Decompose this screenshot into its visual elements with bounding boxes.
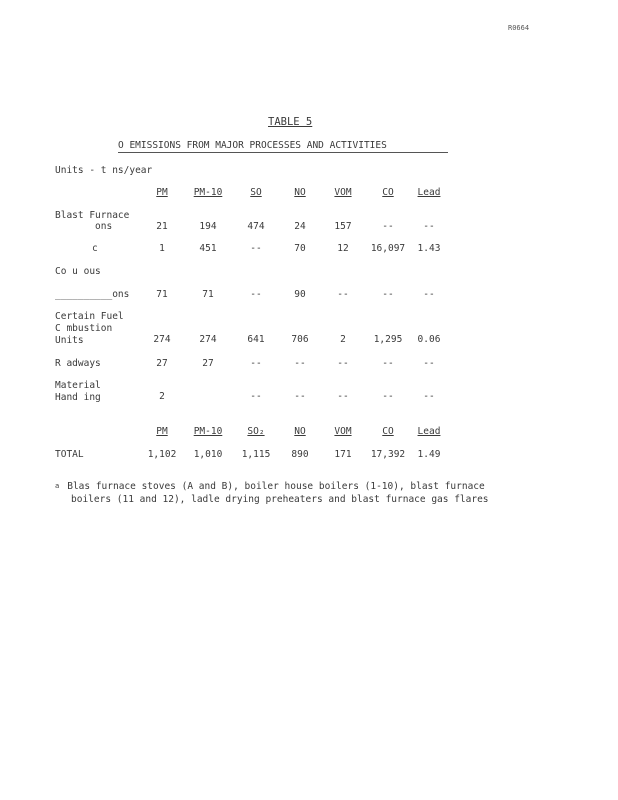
footnote-text: Blas furnace stoves (A and B), boiler house boilers (1-10), blast furnace [67,481,485,492]
units-label: Units - t ns/year [55,165,153,176]
footnote [55,480,489,506]
table-cell: -- [250,358,262,369]
table-cell: -- [423,221,435,232]
table-cell: 157 [334,221,352,232]
table-cell: 1.43 [417,243,441,254]
col-header-co: CO [382,187,394,198]
table-cell: -- [294,358,306,369]
table-cell: -- [337,391,349,402]
table-cell: 0.06 [417,334,441,345]
table-cell: 90 [294,289,306,300]
table-cell: 474 [247,221,265,232]
table-cell: 2 [340,334,346,345]
total-header-pm: PM [156,426,168,437]
total-cell: 1,115 [241,449,271,460]
table-cell: 706 [291,334,309,345]
col-header-so: SO [250,187,262,198]
col-header-pm: PM [156,187,168,198]
total-header-lead: Lead [417,426,441,437]
table-cell: 12 [337,243,349,254]
footnote-line-1 [55,480,489,493]
table-cell: -- [337,289,349,300]
row-label: __________ons [55,289,130,300]
table-cell: -- [250,289,262,300]
row-label: Units [55,335,84,346]
table-cell: 21 [156,221,168,232]
total-cell: 1,010 [193,449,223,460]
table-cell: -- [382,221,394,232]
total-header-no: NO [294,426,306,437]
table-cell: 27 [202,358,214,369]
table-cell: -- [423,391,435,402]
table-cell: -- [423,358,435,369]
table-cell: -- [382,289,394,300]
total-cell: 1,102 [147,449,177,460]
table-cell: 70 [294,243,306,254]
footnote-mark: a [55,482,60,490]
row-label: Co u ous [55,266,101,277]
table-cell: 71 [202,289,214,300]
table-title: TABLE 5 [268,116,313,128]
table-cell: 274 [199,334,217,345]
table-cell: -- [337,358,349,369]
total-header-so2: SO₂ [247,426,265,437]
footnote-line-2: boilers (11 and 12), ladle drying preheaters and blast furnace gas flares [71,494,489,505]
table-cell: -- [294,391,306,402]
table-cell: 71 [156,289,168,300]
table-cell: -- [382,358,394,369]
table-cell: 274 [153,334,171,345]
table-cell: 16,097 [370,243,406,254]
col-header-vom: VOM [334,187,352,198]
table-cell: 1,295 [373,334,403,345]
row-label: Blast Furnace [55,210,130,221]
total-cell: 1.49 [417,449,441,460]
table-cell: -- [382,391,394,402]
col-header-no: NO [294,187,306,198]
table-cell: -- [423,289,435,300]
table-cell: 641 [247,334,265,345]
table-cell: 27 [156,358,168,369]
total-cell: 890 [291,449,309,460]
row-label: c [92,243,98,254]
table-subtitle: O EMISSIONS FROM MAJOR PROCESSES AND ACTIVITIES [118,140,448,153]
page-id: R0664 [508,24,530,32]
row-label: C mbustion [55,323,113,334]
row-label: ons [95,221,113,232]
table-cell: 194 [199,221,217,232]
table-cell: -- [250,391,262,402]
col-header-pm10: PM-10 [193,187,223,198]
row-label: Hand ing [55,392,101,403]
total-cell: 17,392 [370,449,406,460]
total-header-co: CO [382,426,394,437]
total-cell: 171 [334,449,352,460]
table-cell: 24 [294,221,306,232]
table-cell: -- [250,243,262,254]
row-label: Material [55,380,101,391]
row-label: R adways [55,358,101,369]
row-label: Certain Fuel [55,311,124,322]
total-header-vom: VOM [334,426,352,437]
total-label: TOTAL [55,449,84,460]
table-cell: 2 [159,391,165,402]
table-cell: 451 [199,243,217,254]
total-header-pm10: PM-10 [193,426,223,437]
col-header-lead: Lead [417,187,441,198]
table-cell: 1 [159,243,165,254]
